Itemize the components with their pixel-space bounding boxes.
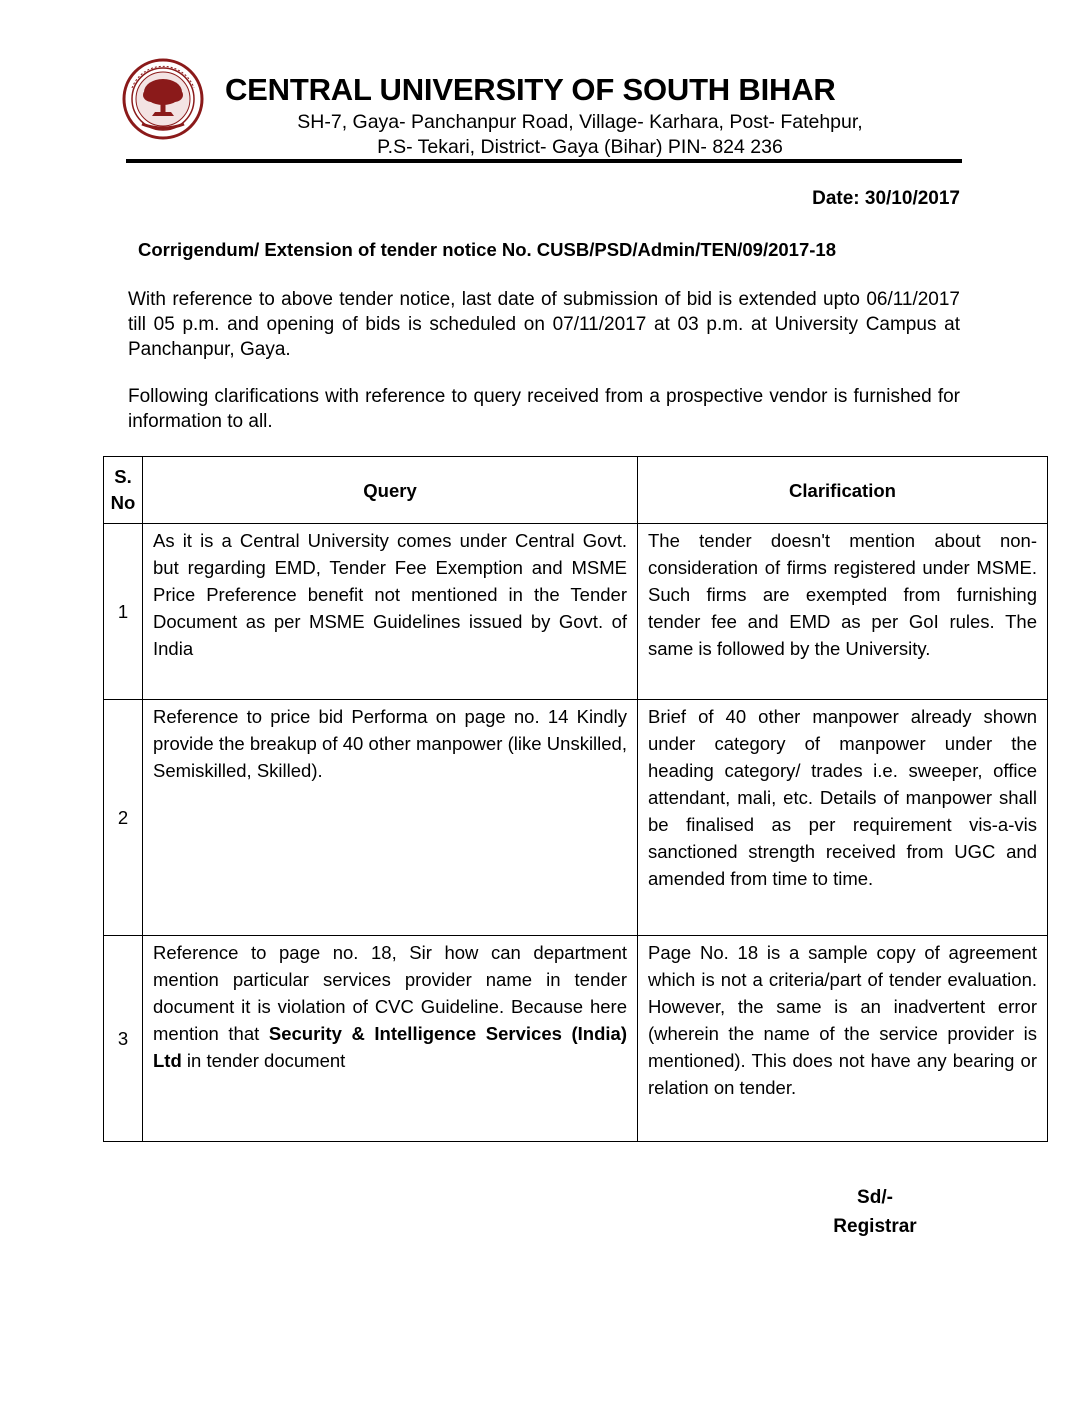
- university-name: CENTRAL UNIVERSITY OF SOUTH BIHAR: [225, 72, 836, 107]
- address-line-1: SH-7, Gaya- Panchanpur Road, Village- Karhara, Post- Fatehpur,: [297, 111, 863, 133]
- header-sno-line2: No: [110, 492, 136, 513]
- header-divider: [126, 159, 962, 163]
- notice-date: Date: 30/10/2017: [812, 188, 960, 209]
- notice-subject: Corrigendum/ Extension of tender notice No. CUSB/PSD/Admin/TEN/09/2017-18: [138, 239, 836, 260]
- row-query: [143, 936, 638, 1142]
- signature-registrar: Registrar: [833, 1216, 917, 1237]
- clarification-table: [103, 456, 1048, 1142]
- signature-sd: Sd/-: [857, 1187, 893, 1208]
- paragraph-clarifications: Following clarifications with reference to query received from a prospective vendor is furnished for information to all.: [128, 386, 960, 432]
- header-clarification: Clarification: [638, 457, 1048, 524]
- row-sno: 2: [104, 700, 143, 936]
- query-text-start: Reference to page no. 18, Sir how can department mention particular services provider name in tender document it is violation of CVC Guideline. Because here mention that: [153, 942, 627, 1044]
- row-query: As it is a Central University comes under Central Govt. but regarding EMD, Tender Fee Exemption and MSME Price Preference benefit not mentioned in the Tender Document as per MSME Guidelines issued by Govt. of India: [143, 524, 638, 700]
- table-row: [104, 700, 1048, 936]
- row-sno: 3: [104, 936, 143, 1142]
- row-clarification: Page No. 18 is a sample copy of agreement which is not a criteria/part of tender evaluation. However, the same is an inadvertent error (wherein the name of the service provider is mentioned). This does not have any bearing or relation on tender.: [638, 936, 1048, 1142]
- address-line-2: P.S- Tekari, District- Gaya (Bihar) PIN- 824 236: [377, 136, 783, 158]
- row-clarification: The tender doesn't mention about non-consideration of firms registered under MSME. Such firms are exempted from furnishing tender fee and EMD as per GoI rules. The same is followed by the University.: [638, 524, 1048, 700]
- row-query: Reference to price bid Performa on page no. 14 Kindly provide the breakup of 40 other manpower (like Unskilled, Semiskilled, Skilled).: [143, 700, 638, 936]
- table-row: [104, 524, 1048, 700]
- table-header-row: [104, 457, 1048, 524]
- row-clarification: Brief of 40 other manpower already shown under category of manpower under the heading category/ trades i.e. sweeper, office attendant, mali, etc. Details of manpower shall be finalised as per requirement vis-a-vis sanctioned strength received from UGC and amended from time to time.: [638, 700, 1048, 936]
- paragraph-extension: With reference to above tender notice, last date of submission of bid is extended upto 06/11/2017 till 05 p.m. and opening of bids is scheduled on 07/11/2017 at 03 p.m. at University Campus at Panchanpur, Gaya.: [128, 289, 960, 360]
- vendor-name-bold: Security & Intelligence Services (India) Ltd: [153, 1023, 627, 1071]
- table-row: [104, 936, 1048, 1142]
- query-text-end: in tender document: [181, 1050, 346, 1071]
- row-sno: 1: [104, 524, 143, 700]
- university-seal-icon: [122, 58, 204, 140]
- header-query: Query: [143, 457, 638, 524]
- header-sno-line1: S.: [114, 466, 132, 487]
- header-sno: [104, 457, 143, 524]
